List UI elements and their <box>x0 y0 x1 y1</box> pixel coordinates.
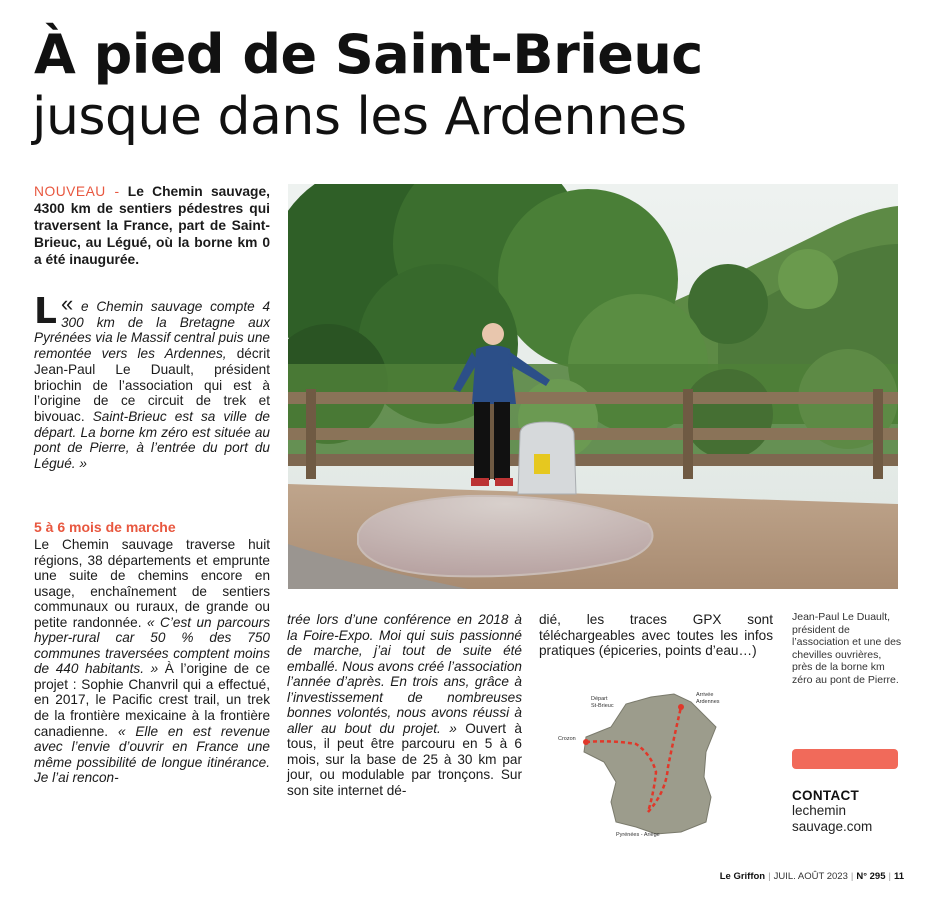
map-start-label-1: Départ <box>591 696 608 702</box>
contact-website-line-1[interactable]: lechemin <box>792 803 847 818</box>
map-south-label: Pyrénées - Ariège <box>616 832 660 838</box>
lead-kicker: NOUVEAU - <box>34 184 120 199</box>
body-column-2 <box>287 612 522 799</box>
col2-quote: trée lors d’une conférence en 2018 à la Foire-Expo. Moi qui suis passionné de marche, j’ai tout de suite été emballé. Nous avons créé l’association l’année d’après. En trois ans, grâce à l’investissement de nombreuses bonnes volontés, nous avons réussi à aller au bout du projet. » <box>287 612 522 736</box>
photo-km-zero-marker <box>288 184 898 589</box>
footer-page: 11 <box>893 871 904 882</box>
headline-line-2: jusque dans les Ardennes <box>32 87 687 147</box>
map-start-label-2: St-Brieuc <box>591 703 614 709</box>
photo-caption: Jean-Paul Le Duault, président de l’association et une des chevilles ouvrières, près de la borne km zéro au pont de Pierre. <box>792 611 902 686</box>
drop-cap: L <box>34 291 57 332</box>
col1-paragraph-1: Le Chemin sauvage traverse huit régions, 38 départements et emprunte une suite de chemins encore en usage, enchaînement de sentiers communaux ou ruraux, de grande ou petite randonnée. <box>34 537 270 630</box>
lead-paragraph <box>34 183 270 268</box>
opening-quote <box>34 291 271 472</box>
footer-date: JUIL. AOÛT 2023 <box>773 871 848 882</box>
footer-issue: N° 295 <box>856 871 886 882</box>
route-map <box>556 682 736 840</box>
col1-quote-1: « C’est un parcours hyper-rural car 50 % des 750 communes traversées comptent moins de 440 habitants. » <box>34 614 270 677</box>
page-footer: Le Griffon | JUIL. AOÛT 2023 | N° 295 | 11 <box>719 871 904 882</box>
quote-part-1: e Chemin sauvage compte 4 300 km de la Bretagne aux Pyrénées via le Massif central puis une remontée vers les Ardennes, <box>34 299 271 362</box>
lead-text: Le Chemin sauvage, 4300 km de sentiers pédestres qui traversent la France, part de Saint-Brieuc, au Légué, où la borne km 0 a été inaugurée. <box>34 184 270 267</box>
quote-part-3: Saint-Brieuc est sa ville de départ. La borne km zéro est située au pont de Pierre, à l’entrée du port du Légué. » <box>34 408 270 472</box>
section-subhead: 5 à 6 mois de marche <box>34 519 176 535</box>
col1-quote-2: « Elle en est revenue avec l’envie d’ouvrir en France une même possibilité de longue itinérance. Je l’ai rencon- <box>34 723 270 786</box>
contact-website-line-2[interactable]: sauvage.com <box>792 819 873 834</box>
quote-part-2: décrit Jean-Paul Le Duault, président briochin de l’association qui est à l’origine de ce circuit de trek et bivouac. <box>34 346 270 424</box>
body-column-1 <box>34 537 270 786</box>
body-column-3 <box>539 612 773 659</box>
col3-paragraph: dié, les traces GPX sont téléchargeables avec toutes les infos pratiques (épiceries, points d’eau…) <box>539 612 773 659</box>
contact-accent-bar <box>792 749 898 769</box>
map-city-label: Crozon <box>558 736 576 742</box>
map-end-label-1: Arrivée <box>696 692 714 698</box>
col1-paragraph-2: À l’origine de ce projet : Sophie Chanvril qui a effectué, en 2017, le Pacific crest trail, un trek de la frontière mexicaine à la frontière canadienne. <box>34 661 271 739</box>
quote-mark: « <box>60 291 74 316</box>
col2-paragraph: Ouvert à tous, il peut être parcouru en 5 à 6 mois, sur la base de 25 à 30 km par jour, ou modulable par tronçons. Sur son site internet dé- <box>287 720 522 799</box>
headline-line-1: À pied de Saint-Brieuc <box>34 23 703 86</box>
contact-label: CONTACT <box>792 788 860 803</box>
map-end-label-2: Ardennes <box>696 699 720 705</box>
footer-magazine: Le Griffon <box>719 871 766 882</box>
